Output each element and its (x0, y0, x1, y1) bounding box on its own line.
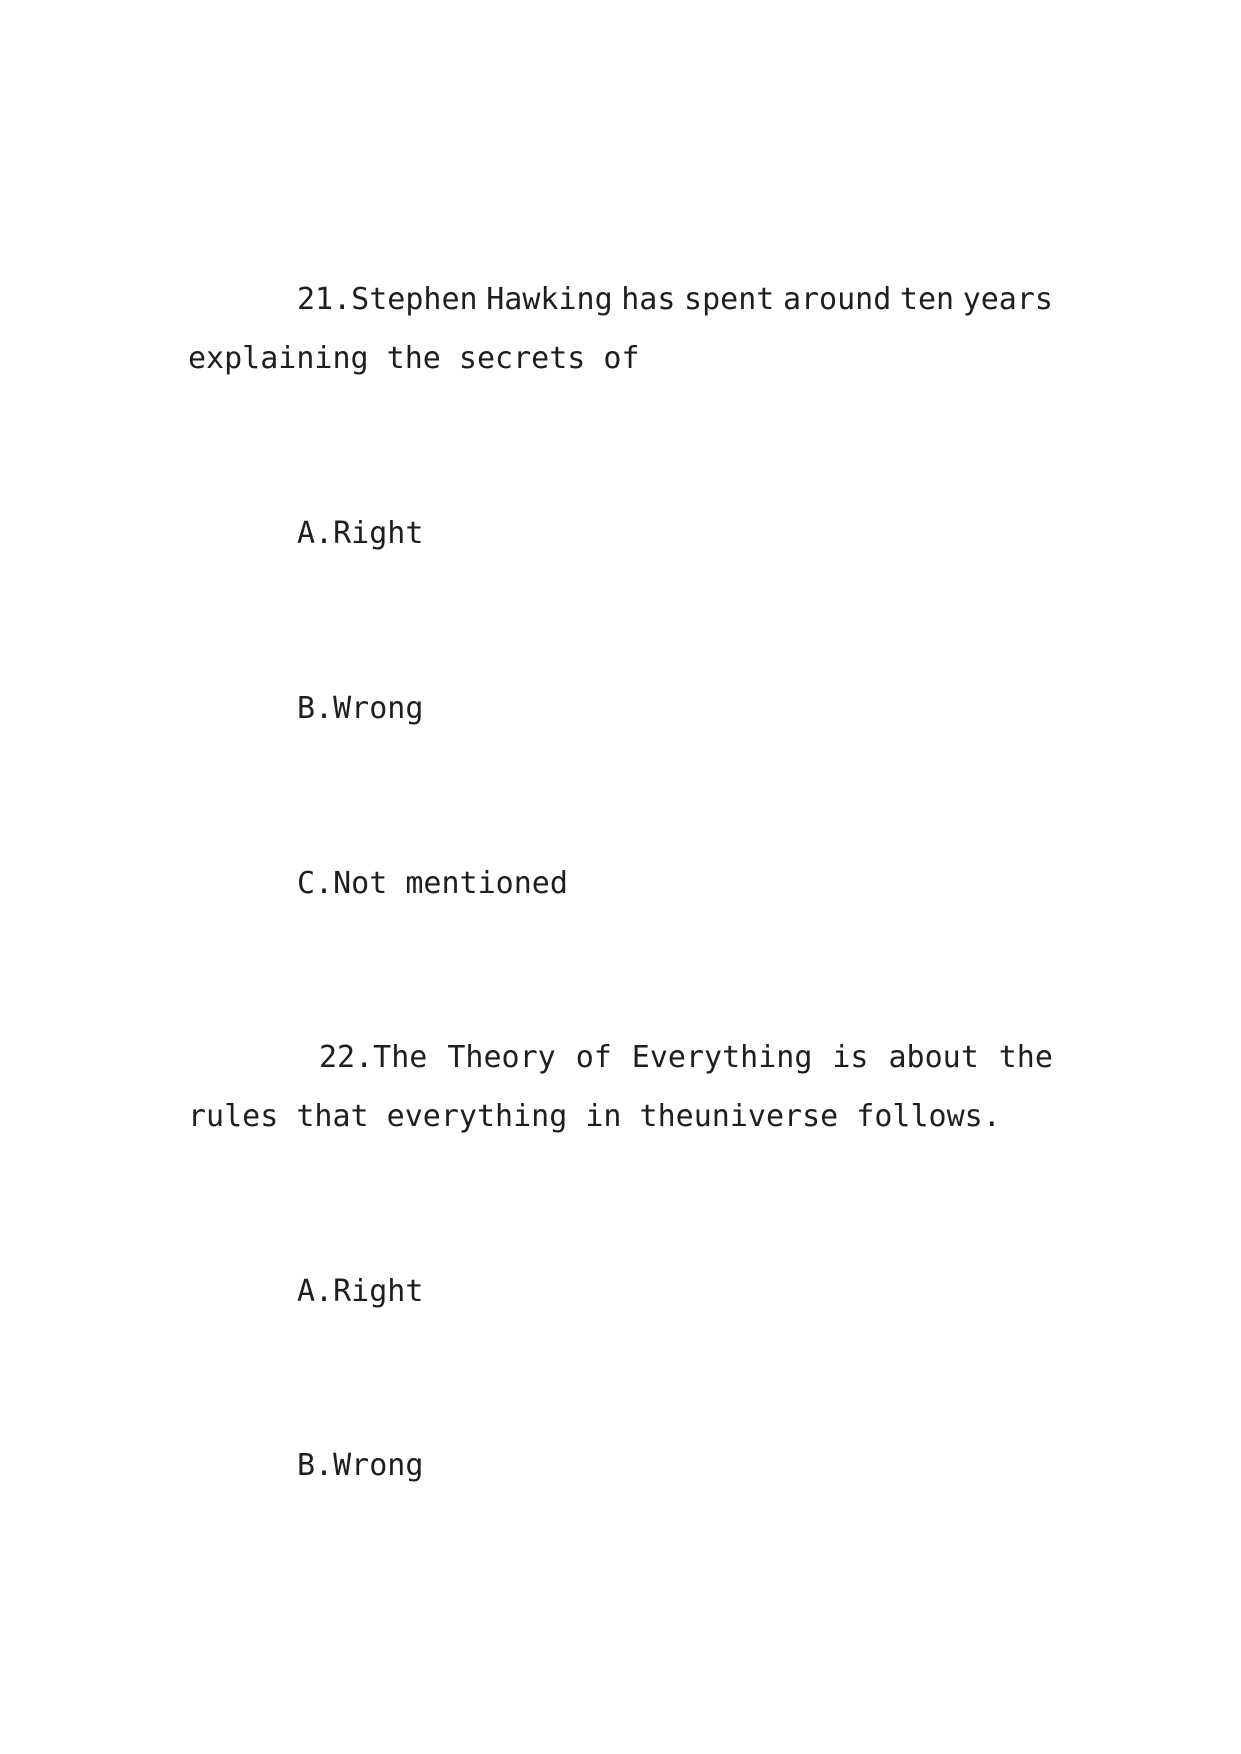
q21-word: ten (899, 282, 955, 317)
question-22-line-1 (319, 1041, 1053, 1075)
q21-word: years (962, 282, 1053, 317)
q21-word: Hawking (486, 282, 613, 317)
q22-word: Everything (631, 1040, 813, 1075)
q21-word: has (621, 282, 676, 317)
question-21-option-b: B.Wrong (297, 691, 424, 726)
question-21-option-a: A.Right (297, 516, 424, 551)
question-22-line-2: rules that everything in theuniverse follows. (188, 1099, 1001, 1134)
question-21-line-1 (297, 283, 1053, 317)
q21-word: spent (684, 282, 775, 317)
q22-word: 22.The (319, 1040, 428, 1075)
q22-word: about (888, 1040, 979, 1075)
q22-word: is (832, 1040, 869, 1075)
question-21-option-c: C.Not mentioned (297, 866, 568, 901)
q22-word: Theory (447, 1040, 556, 1075)
question-21-line-2: explaining the secrets of (188, 341, 640, 376)
q21-word: around (782, 282, 892, 317)
question-22-option-b: B.Wrong (297, 1448, 424, 1483)
question-22-option-a: A.Right (297, 1274, 424, 1309)
q21-word: 21.Stephen (297, 282, 478, 317)
q22-word: of (575, 1040, 612, 1075)
q22-word: the (998, 1040, 1053, 1075)
